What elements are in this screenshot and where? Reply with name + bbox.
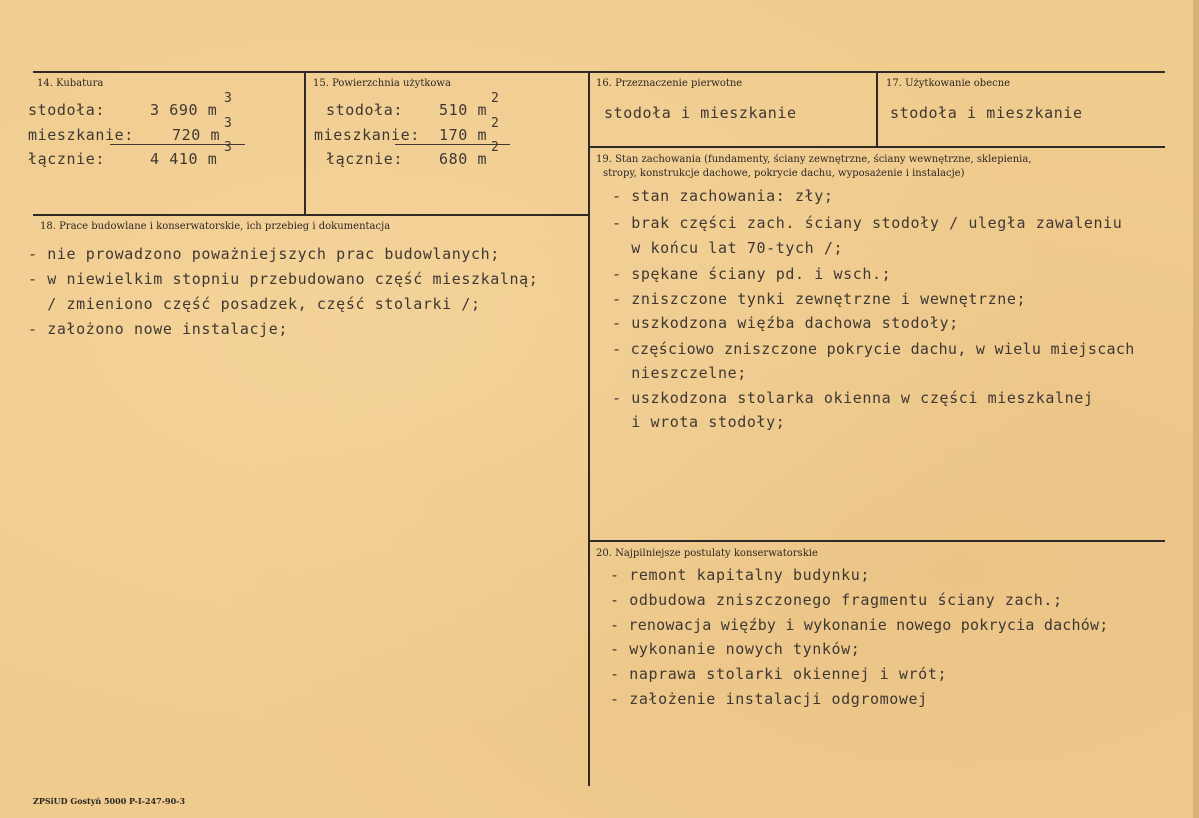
kubatura-stodola-name: stodoła: xyxy=(28,101,106,119)
divider-main xyxy=(588,71,590,786)
kubatura-mieszkanie-sup: 3 xyxy=(224,116,232,131)
stan-line-6: - uszkodzona więźba dachowa stodoły; xyxy=(612,314,959,332)
top-rule xyxy=(33,71,1165,73)
section-17-label: 17. Użytkowanie obecne xyxy=(886,78,1011,89)
stan-line-3: w końcu lat 70-tych /; xyxy=(612,239,844,257)
stan-line-8: nieszczelne; xyxy=(612,364,747,382)
stan-line-1: - stan zachowania: zły; xyxy=(612,187,834,205)
section-15-label: 15. Powierzchnia użytkowa xyxy=(313,78,451,89)
kubatura-lacznie-name: łącznie: xyxy=(28,150,106,168)
kubatura-mieszkanie-value: 720 m xyxy=(172,126,221,144)
przeznaczenie-value: stodoła i mieszkanie xyxy=(604,104,797,122)
print-footer: ZPSiUD Gostyń 5000 P-I-247-90-3 xyxy=(33,796,186,806)
prace-line-3: / zmieniono część posadzek, część stolarki /; xyxy=(28,295,481,313)
rule-above-20 xyxy=(589,540,1165,542)
kubatura-lacznie-value: 4 410 m xyxy=(150,150,218,168)
rule-below-14-15 xyxy=(33,214,589,216)
stan-line-7: - częściowo zniszczone pokrycie dachu, w wielu miejscach xyxy=(612,340,1135,358)
prace-line-2: - w niewielkim stopniu przebudowano część mieszkalną; xyxy=(28,270,539,288)
postulat-line-5: - naprawa stolarki okiennej i wrót; xyxy=(610,665,948,683)
stan-line-9: - uszkodzona stolarka okienna w części mieszkalnej xyxy=(612,389,1094,407)
kubatura-lacznie-sup: 3 xyxy=(224,140,232,155)
powierzchnia-stodola-name: stodoła: xyxy=(326,101,404,119)
section-19-label-1: 19. Stan zachowania (fundamenty, ściany zewnętrzne, ściany wewnętrzne, sklepienia, xyxy=(596,154,1032,165)
powierzchnia-lacznie-name: łącznie: xyxy=(326,150,404,168)
divider-14-15 xyxy=(304,71,306,215)
kubatura-stodola-value: 3 690 m xyxy=(150,101,218,119)
card-edge xyxy=(1193,0,1199,818)
powierzchnia-mieszkanie-name: mieszkanie: xyxy=(314,126,420,144)
section-16-label: 16. Przeznaczenie pierwotne xyxy=(596,78,743,89)
stan-line-4: - spękane ściany pd. i wsch.; xyxy=(612,265,892,283)
stan-line-10: i wrota stodoły; xyxy=(612,413,786,431)
postulat-line-1: - remont kapitalny budynku; xyxy=(610,566,871,584)
divider-16-17 xyxy=(876,71,878,147)
section-18-label: 18. Prace budowlane i konserwatorskie, ich przebieg i dokumentacja xyxy=(40,221,391,232)
powierzchnia-mieszkanie-value: 170 m xyxy=(439,126,488,144)
section-20-label: 20. Najpilniejsze postulaty konserwatorskie xyxy=(596,548,818,559)
powierzchnia-stodola-sup: 2 xyxy=(491,91,499,106)
postulat-line-2: - odbudowa zniszczonego fragmentu ściany zach.; xyxy=(610,591,1063,609)
postulat-line-4: - wykonanie nowych tynków; xyxy=(610,640,861,658)
postulat-line-3: - renowacja więźby i wykonanie nowego pokrycia dachów; xyxy=(610,616,1109,634)
prace-line-4: - założono nowe instalacje; xyxy=(28,320,289,338)
uzytkowanie-value: stodoła i mieszkanie xyxy=(890,104,1083,122)
powierzchnia-mieszkanie-sup: 2 xyxy=(491,116,499,131)
kubatura-stodola-sup: 3 xyxy=(224,91,232,106)
kubatura-mieszkanie-name: mieszkanie: xyxy=(28,126,134,144)
section-19-label-2: stropy, konstrukcje dachowe, pokrycie dachu, wyposażenie i instalacje) xyxy=(603,168,965,179)
powierzchnia-stodola-value: 510 m xyxy=(439,101,488,119)
section-14-label: 14. Kubatura xyxy=(37,78,104,89)
powierzchnia-lacznie-value: 680 m xyxy=(439,150,488,168)
powierzchnia-lacznie-sup: 2 xyxy=(491,140,499,155)
postulat-line-6: - założenie instalacji odgromowej xyxy=(610,690,928,708)
stan-line-5: - zniszczone tynki zewnętrzne i wewnętrzne; xyxy=(612,290,1027,308)
stan-line-2: - brak części zach. ściany stodoły / uległa zawaleniu xyxy=(612,214,1123,232)
prace-line-1: - nie prowadzono poważniejszych prac budowlanych; xyxy=(28,245,500,263)
